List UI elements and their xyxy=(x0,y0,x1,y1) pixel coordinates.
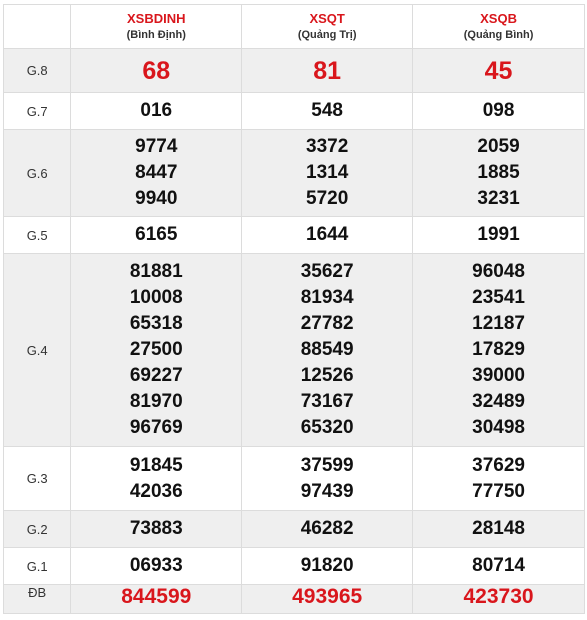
result-number: 10008 xyxy=(129,287,183,308)
result-cell xyxy=(413,49,585,93)
result-number: 27782 xyxy=(300,313,354,334)
result-number: 80714 xyxy=(472,555,525,576)
province-code[interactable]: XSBDINH xyxy=(127,11,186,26)
result-cell xyxy=(242,447,413,511)
result-cell xyxy=(413,548,585,585)
result-number: 88549 xyxy=(300,339,354,360)
prize-label: ĐB xyxy=(4,585,71,614)
prize-row-special xyxy=(4,585,585,614)
province-header-1[interactable] xyxy=(71,5,242,49)
prize-label: G.1 xyxy=(4,548,71,585)
result-number: 3372 xyxy=(306,136,349,157)
result-number: 96048 xyxy=(472,261,525,282)
result-number: 65320 xyxy=(300,417,354,438)
result-cell xyxy=(242,254,413,447)
result-number: 1991 xyxy=(477,224,520,245)
prize-row-g8 xyxy=(4,49,585,93)
result-cell xyxy=(413,585,585,614)
result-cell xyxy=(71,130,242,217)
prize-label: G.3 xyxy=(4,447,71,511)
province-name: (Quảng Trị) xyxy=(297,29,357,41)
result-number: 9940 xyxy=(135,188,178,209)
result-number: 68 xyxy=(142,56,171,85)
result-number: 2059 xyxy=(477,136,520,157)
result-cell xyxy=(413,447,585,511)
result-number: 28148 xyxy=(472,518,525,539)
result-cell xyxy=(71,585,242,614)
result-number: 81970 xyxy=(129,391,183,412)
special-result-number: 423730 xyxy=(463,585,534,608)
result-cell xyxy=(413,254,585,447)
lottery-results-table xyxy=(3,4,585,614)
prize-row-g6 xyxy=(4,130,585,217)
result-cell xyxy=(413,511,585,548)
result-cell xyxy=(71,93,242,130)
result-number: 37629 xyxy=(472,454,525,476)
result-number: 30498 xyxy=(472,417,525,438)
province-name: (Bình Định) xyxy=(126,29,186,41)
result-number: 12187 xyxy=(472,313,525,334)
result-cell xyxy=(71,447,242,511)
result-number: 098 xyxy=(482,100,515,121)
special-result-number: 493965 xyxy=(292,585,363,608)
result-number: 96769 xyxy=(129,417,183,438)
result-number: 17829 xyxy=(472,339,525,360)
result-number: 06933 xyxy=(129,555,183,576)
result-number: 8447 xyxy=(135,162,178,183)
result-cell xyxy=(242,49,413,93)
result-cell xyxy=(71,217,242,254)
result-number: 73167 xyxy=(300,391,354,412)
result-number: 65318 xyxy=(129,313,183,334)
result-cell xyxy=(71,254,242,447)
result-number: 5720 xyxy=(306,188,349,209)
result-number: 23541 xyxy=(472,287,525,308)
table-header-row xyxy=(4,5,585,49)
result-number: 548 xyxy=(311,100,343,121)
province-header-3[interactable] xyxy=(413,5,585,49)
result-cell xyxy=(413,130,585,217)
prize-row-g4 xyxy=(4,254,585,447)
result-number: 1314 xyxy=(306,162,349,183)
result-number: 32489 xyxy=(472,391,525,412)
result-number: 3231 xyxy=(477,188,520,209)
prize-row-g5 xyxy=(4,217,585,254)
result-number: 12526 xyxy=(300,365,354,386)
prize-label: G.7 xyxy=(4,93,71,130)
result-number: 45 xyxy=(484,56,513,85)
result-number: 9774 xyxy=(135,136,178,157)
prize-row-g7 xyxy=(4,93,585,130)
special-result-number: 844599 xyxy=(121,585,192,608)
province-code[interactable]: XSQT xyxy=(309,11,345,26)
result-number: 91820 xyxy=(300,555,354,576)
result-number: 91845 xyxy=(129,454,183,476)
prize-label: G.6 xyxy=(4,130,71,217)
result-cell xyxy=(71,49,242,93)
result-cell xyxy=(242,217,413,254)
result-number: 42036 xyxy=(129,480,183,502)
result-number: 81881 xyxy=(129,261,183,282)
result-number: 27500 xyxy=(129,339,183,360)
result-cell xyxy=(242,548,413,585)
prize-row-g1 xyxy=(4,548,585,585)
prize-label: G.4 xyxy=(4,254,71,447)
result-number: 81 xyxy=(313,56,342,85)
prize-row-g2 xyxy=(4,511,585,548)
province-code[interactable]: XSQB xyxy=(480,11,517,26)
prize-label: G.2 xyxy=(4,511,71,548)
result-number: 016 xyxy=(140,100,173,121)
result-cell xyxy=(413,93,585,130)
result-cell xyxy=(242,511,413,548)
result-cell xyxy=(71,511,242,548)
result-number: 81934 xyxy=(300,287,354,308)
result-number: 46282 xyxy=(300,518,354,539)
prize-label: G.5 xyxy=(4,217,71,254)
province-name: (Quảng Bình) xyxy=(463,29,534,41)
result-number: 1885 xyxy=(477,162,520,183)
prize-row-g3 xyxy=(4,447,585,511)
prize-label: G.8 xyxy=(4,49,71,93)
result-number: 69227 xyxy=(129,365,183,386)
result-cell xyxy=(413,217,585,254)
result-number: 97439 xyxy=(300,480,354,502)
result-cell xyxy=(242,130,413,217)
header-empty-cell xyxy=(4,5,71,49)
result-number: 77750 xyxy=(472,480,525,502)
result-number: 35627 xyxy=(300,261,354,282)
result-cell xyxy=(242,93,413,130)
result-number: 39000 xyxy=(472,365,525,386)
result-number: 37599 xyxy=(300,454,354,476)
result-cell xyxy=(242,585,413,614)
result-number: 1644 xyxy=(306,224,349,245)
province-header-2[interactable] xyxy=(242,5,413,49)
result-number: 6165 xyxy=(135,224,178,245)
result-number: 73883 xyxy=(129,518,183,539)
result-cell xyxy=(71,548,242,585)
